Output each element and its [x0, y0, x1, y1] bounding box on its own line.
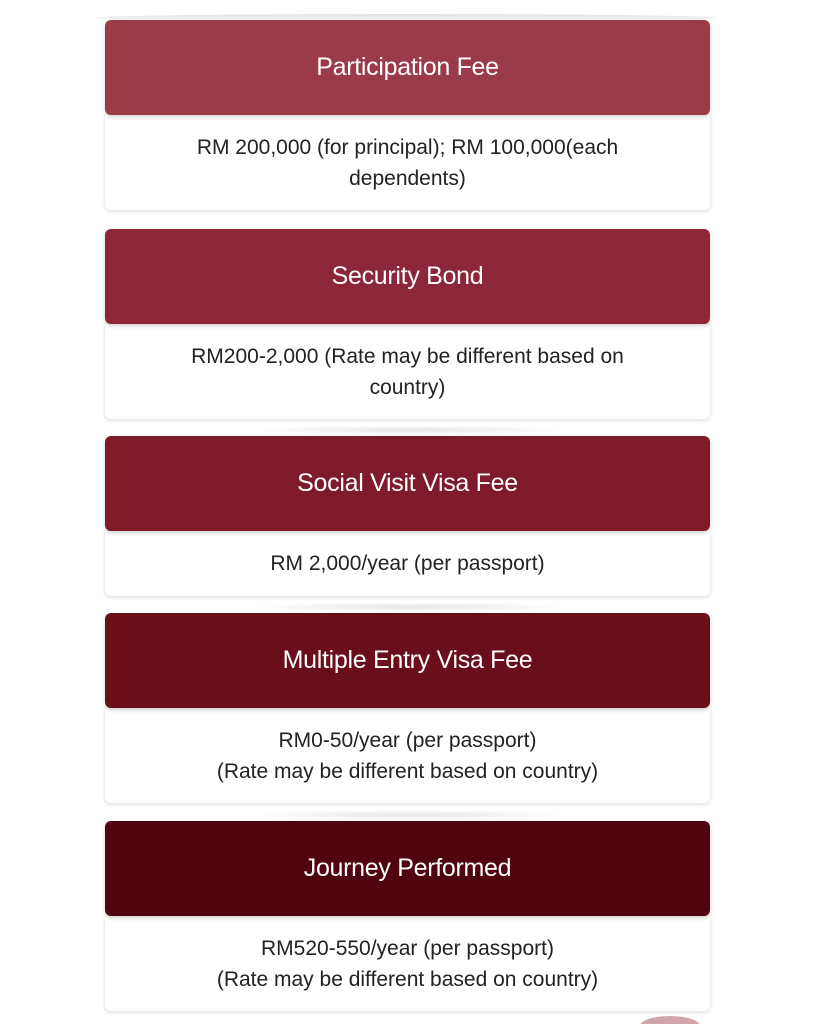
fee-detail-line: country) [369, 375, 446, 399]
fee-card-header [105, 436, 710, 531]
fee-card-participation [105, 20, 710, 210]
fee-title: Participation Fee [316, 53, 499, 81]
fee-card-body [105, 916, 710, 1011]
fee-detail-line: RM 200,000 (for principal); RM 100,000(each [196, 135, 619, 159]
fee-card-journey-performed [105, 821, 710, 1011]
fee-detail-line: (Rate may be different based on country) [216, 759, 599, 783]
separator-shadow [250, 602, 570, 612]
fee-card-body [105, 708, 710, 803]
fee-detail-line: RM520-550/year (per passport) [261, 936, 554, 960]
fee-card-header [105, 821, 710, 916]
fee-detail-line: (Rate may be different based on country) [216, 967, 599, 991]
fee-title: Security Bond [331, 262, 484, 290]
separator-shadow [250, 810, 570, 820]
fee-detail-line: RM200-2,000 (Rate may be different based on [191, 344, 624, 368]
partial-next-element [640, 1016, 700, 1024]
fee-card-social-visit-visa [105, 436, 710, 596]
fee-detail-line: RM0-50/year (per passport) [278, 728, 537, 752]
fee-card-security-bond [105, 229, 710, 419]
fee-title: Journey Performed [303, 854, 512, 882]
fee-detail-line: RM 2,000/year (per passport) [270, 552, 545, 575]
separator-shadow [250, 425, 570, 435]
fee-title: Social Visit Visa Fee [297, 469, 518, 497]
fee-card-header [105, 20, 710, 115]
fee-title: Multiple Entry Visa Fee [282, 646, 533, 674]
fee-detail-line: dependents) [349, 166, 466, 190]
fee-card-header [105, 229, 710, 324]
fee-card-header [105, 613, 710, 708]
fee-card-multiple-entry-visa [105, 613, 710, 803]
fee-card-body [105, 115, 710, 210]
fee-card-body [105, 324, 710, 419]
fee-card-body [105, 531, 710, 596]
